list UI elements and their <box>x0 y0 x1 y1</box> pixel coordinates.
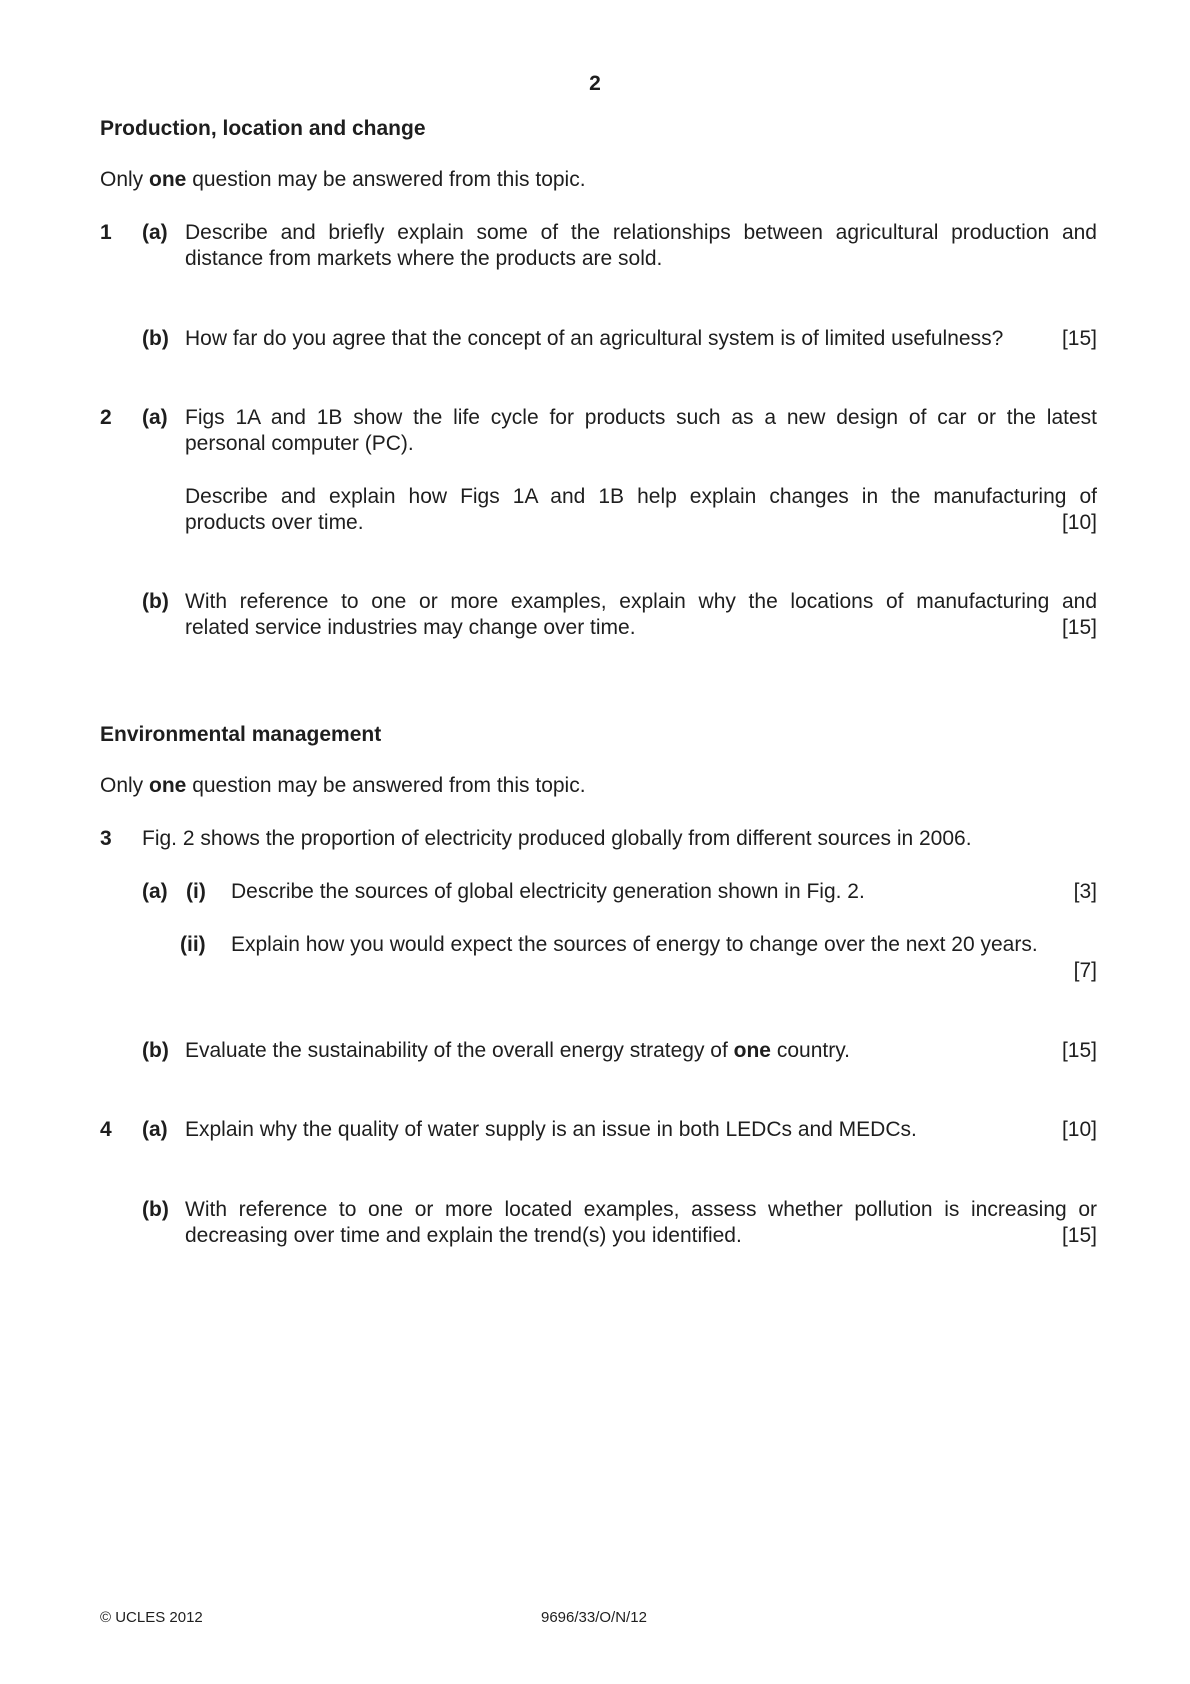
question-number-2: 2 <box>100 406 112 429</box>
q4-part-b-mark: [15] <box>1061 1224 1097 1247</box>
q4-part-b-label: (b) <box>142 1198 169 1221</box>
q2-part-a-mark: [10] <box>1061 511 1097 534</box>
section-intro-production: Only one question may be answered from this topic. <box>100 168 586 191</box>
footer-paper-code: 9696/33/O/N/12 <box>541 1609 647 1626</box>
q4-part-a-mark: [10] <box>1061 1118 1097 1141</box>
q3-part-b-text: Evaluate the sustainability of the overall energy strategy of one country. <box>185 1039 850 1062</box>
question-number-4: 4 <box>100 1118 112 1141</box>
section-heading-production: Production, location and change <box>100 117 426 140</box>
q2-part-b-line2: related service industries may change over time. <box>185 616 636 639</box>
question-number-3: 3 <box>100 827 112 850</box>
q3-part-a-label: (a) <box>142 880 168 903</box>
section-intro-environmental: Only one question may be answered from this topic. <box>100 774 586 797</box>
q3-part-b-label: (b) <box>142 1039 169 1062</box>
q4-part-a-text: Explain why the quality of water supply is an issue in both LEDCs and MEDCs. <box>185 1118 917 1141</box>
q3-part-b-mark: [15] <box>1061 1039 1097 1062</box>
q1-part-b-label: (b) <box>142 327 169 350</box>
q1-part-a-label: (a) <box>142 221 168 244</box>
q1-part-a-line1: Describe and briefly explain some of the relationships between agricultural production and <box>185 221 1097 244</box>
q2-part-b-mark: [15] <box>1061 616 1097 639</box>
q2-part-a-line1: Figs 1A and 1B show the life cycle for products such as a new design of car or the latest <box>185 406 1097 429</box>
q3-part-a-i-label: (i) <box>186 880 206 903</box>
q2-part-a-label: (a) <box>142 406 168 429</box>
q3-stem: Fig. 2 shows the proportion of electricity produced globally from different sources in 2006. <box>142 827 972 850</box>
page-number: 2 <box>589 72 601 95</box>
footer-copyright: © UCLES 2012 <box>100 1609 203 1626</box>
q3-part-a-ii-label: (ii) <box>180 933 206 956</box>
q3-part-a-i-text: Describe the sources of global electricity generation shown in Fig. 2. <box>231 880 865 903</box>
q2-part-b-line1: With reference to one or more examples, explain why the locations of manufacturing and <box>185 590 1097 613</box>
q3-part-a-ii-text: Explain how you would expect the sources of energy to change over the next 20 years. <box>231 933 1038 956</box>
q3-part-a-i-mark: [3] <box>1073 880 1097 903</box>
q2-part-a-line4: products over time. <box>185 511 364 534</box>
section-heading-environmental: Environmental management <box>100 723 382 746</box>
q1-part-a-line2: distance from markets where the products are sold. <box>185 247 663 270</box>
q4-part-a-label: (a) <box>142 1118 168 1141</box>
question-number-1: 1 <box>100 221 112 244</box>
q3-part-a-ii-mark: [7] <box>1073 959 1097 982</box>
q1-part-b-text: How far do you agree that the concept of an agricultural system is of limited usefulness? <box>185 327 1004 350</box>
q4-part-b-line2: decreasing over time and explain the trend(s) you identified. <box>185 1224 742 1247</box>
q1-part-b-mark: [15] <box>1061 327 1097 350</box>
q4-part-b-line1: With reference to one or more located examples, assess whether pollution is increasing or <box>185 1198 1097 1221</box>
q2-part-a-line3: Describe and explain how Figs 1A and 1B help explain changes in the manufacturing of <box>185 485 1097 508</box>
q2-part-a-line2: personal computer (PC). <box>185 432 414 455</box>
q2-part-b-label: (b) <box>142 590 169 613</box>
